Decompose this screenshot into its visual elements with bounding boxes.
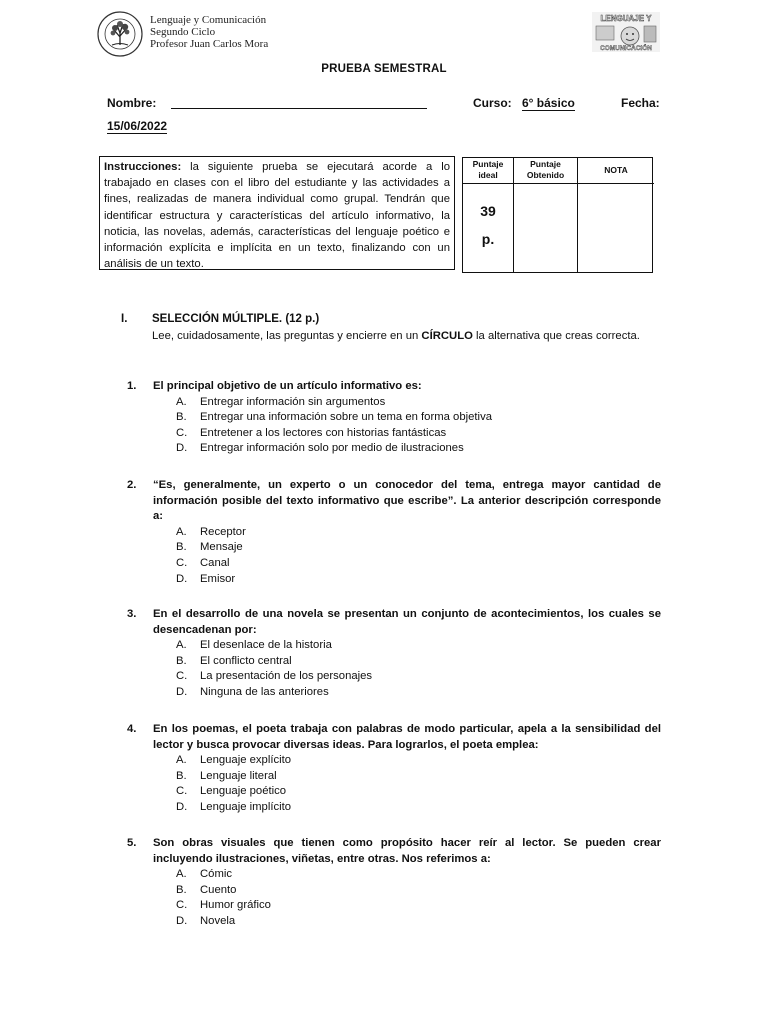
answer-option[interactable] [176,410,661,426]
answer-option[interactable] [176,867,661,883]
question-2 [127,478,661,587]
option-letter: C. [176,426,188,439]
student-info-row [107,96,661,112]
option-text: El conflicto central [200,654,292,667]
option-text: Mensaje [200,541,243,554]
answer-options [127,753,661,815]
answer-option[interactable] [176,441,661,457]
subject-illustration-logo [592,12,660,52]
option-text: Lenguaje explícito [200,754,292,767]
table-header-divider [463,183,654,184]
obtained-score-column [514,158,578,272]
option-text: Lenguaje literal [200,769,277,782]
question-number: 1. [127,380,137,392]
option-text: La presentación de los personajes [200,670,373,683]
grade-column [578,158,654,272]
option-letter: D. [176,800,188,813]
answer-option[interactable] [176,769,661,785]
option-text: Humor gráfico [200,899,271,912]
option-text: Canal [200,556,230,569]
question-number: 5. [127,837,137,849]
instructions-box [99,156,455,270]
option-text: Cómic [200,868,233,881]
obtained-score-header: Puntaje Obtenido [526,159,565,180]
ideal-score-header: Puntaje ideal [472,159,504,180]
option-text: Entregar una información sobre un tema en forma objetiva [200,411,492,424]
header-cycle: Segundo Ciclo [150,26,216,38]
option-letter: D. [176,442,188,455]
section-description: Lee, cuidadosamente, las preguntas y encierre en un CÍRCULO la alternativa que creas correcta. [152,330,640,342]
ideal-score-value: 39 [480,203,496,219]
answer-option[interactable] [176,753,661,769]
option-text: Ninguna de las anteriores [200,685,329,698]
answer-option[interactable] [176,685,661,701]
nombre-blank-line[interactable] [171,108,427,109]
question-number: 3. [127,608,137,620]
option-letter: D. [176,685,188,698]
instructions-label: Instrucciones: [104,161,182,173]
option-letter: B. [176,769,187,782]
option-text: Lenguaje poético [200,785,287,798]
answer-options [127,395,661,457]
option-letter: A. [176,639,187,652]
option-text: Emisor [200,572,236,585]
fecha-value: 15/06/2022 [107,119,168,133]
option-letter: B. [176,411,187,424]
option-letter: C. [176,556,188,569]
option-letter: D. [176,572,188,585]
answer-option[interactable] [176,784,661,800]
section-number: I. [121,313,128,325]
fecha-label: Fecha: [621,96,660,110]
question-text: En los poemas, el poeta trabaja con palabras de modo particular, apela a la sensibilidad del lector y busca provocar diversas ideas. Para lograrlos, el poeta emplea: [153,723,661,751]
option-text: Cuento [200,883,237,896]
option-text: Entretener a los lectores con historias fantásticas [200,426,447,439]
score-table [462,157,653,273]
option-letter: A. [176,525,187,538]
svg-text:COMUNICACIÓN: COMUNICACIÓN [600,45,652,52]
question-number: 4. [127,723,137,735]
question-text: Son obras visuales que tienen como propósito hacer reír al lector. Se pueden crear incluyendo ilustraciones, viñetas, entre otras. Nos referimos a: [153,837,661,865]
question-text: En el desarrollo de una novela se presentan un conjunto de acontecimientos, los cuales se desencadenan por: [153,608,661,636]
school-seal-logo [97,11,143,57]
option-letter: C. [176,899,188,912]
question-number: 2. [127,479,137,491]
question-4 [127,722,661,816]
option-letter: B. [176,654,187,667]
option-letter: C. [176,785,188,798]
answer-option[interactable] [176,898,661,914]
course-header [150,14,268,50]
answer-option[interactable] [176,525,661,541]
answer-option[interactable] [176,654,661,670]
question-5 [127,836,661,930]
option-letter: A. [176,754,187,767]
option-text: Lenguaje implícito [200,800,292,813]
answer-option[interactable] [176,638,661,654]
exam-title: PRUEBA SEMESTRAL [321,63,447,75]
option-letter: B. [176,883,187,896]
answer-option[interactable] [176,395,661,411]
answer-options [127,638,661,700]
question-3 [127,607,661,701]
option-letter: D. [176,914,188,927]
option-text: Entregar información sin argumentos [200,395,386,408]
grade-cell[interactable] [578,184,654,272]
option-letter: A. [176,868,187,881]
grade-header: NOTA [604,165,628,175]
ideal-score-column [463,158,514,272]
option-letter: B. [176,541,187,554]
curso-label: Curso: [473,96,512,110]
svg-text:LENGUAJE Y: LENGUAJE Y [600,14,652,23]
answer-option[interactable] [176,800,661,816]
question-text: El principal objetivo de un artículo informativo es: [153,380,422,392]
obtained-score-cell[interactable] [514,184,577,272]
nombre-label: Nombre: [107,96,157,110]
option-text: Entregar información solo por medio de ilustraciones [200,442,464,455]
answer-options [127,867,661,929]
ideal-score-unit: p. [481,231,495,247]
answer-option[interactable] [176,556,661,572]
question-1 [127,379,661,457]
option-text: Receptor [200,525,246,538]
header-subject: Lenguaje y Comunicación [150,14,267,26]
answer-options [127,525,661,587]
option-letter: C. [176,670,188,683]
option-text: El desenlace de la historia [200,639,332,652]
instructions-text: la siguiente prueba se ejecutará acorde a lo trabajado en clases con el libro del estudiante y las actividades a fines, realizadas de manera individual como grupal. Tendrán que identificar estructura y características del artículo informativo, la noticia, las novelas, además, características del lenguaje poético e información explícita e implícita en un texto, finalizando con un análisis de un texto. [104,161,450,271]
answer-option[interactable] [176,914,661,930]
option-text: Novela [200,914,236,927]
answer-option[interactable] [176,426,661,442]
header-teacher: Profesor Juan Carlos Mora [150,38,269,50]
answer-option[interactable] [176,540,661,556]
answer-option[interactable] [176,572,661,588]
option-letter: A. [176,395,187,408]
answer-option[interactable] [176,669,661,685]
answer-option[interactable] [176,883,661,899]
section-title: SELECCIÓN MÚLTIPLE. (12 p.) [152,313,320,325]
question-text: “Es, generalmente, un experto o un conocedor del tema, entrega mayor cantidad de información posible del texto informativo que escribe”. La anterior descripción corresponde a: [153,479,661,523]
curso-value: 6° básico [522,96,575,110]
